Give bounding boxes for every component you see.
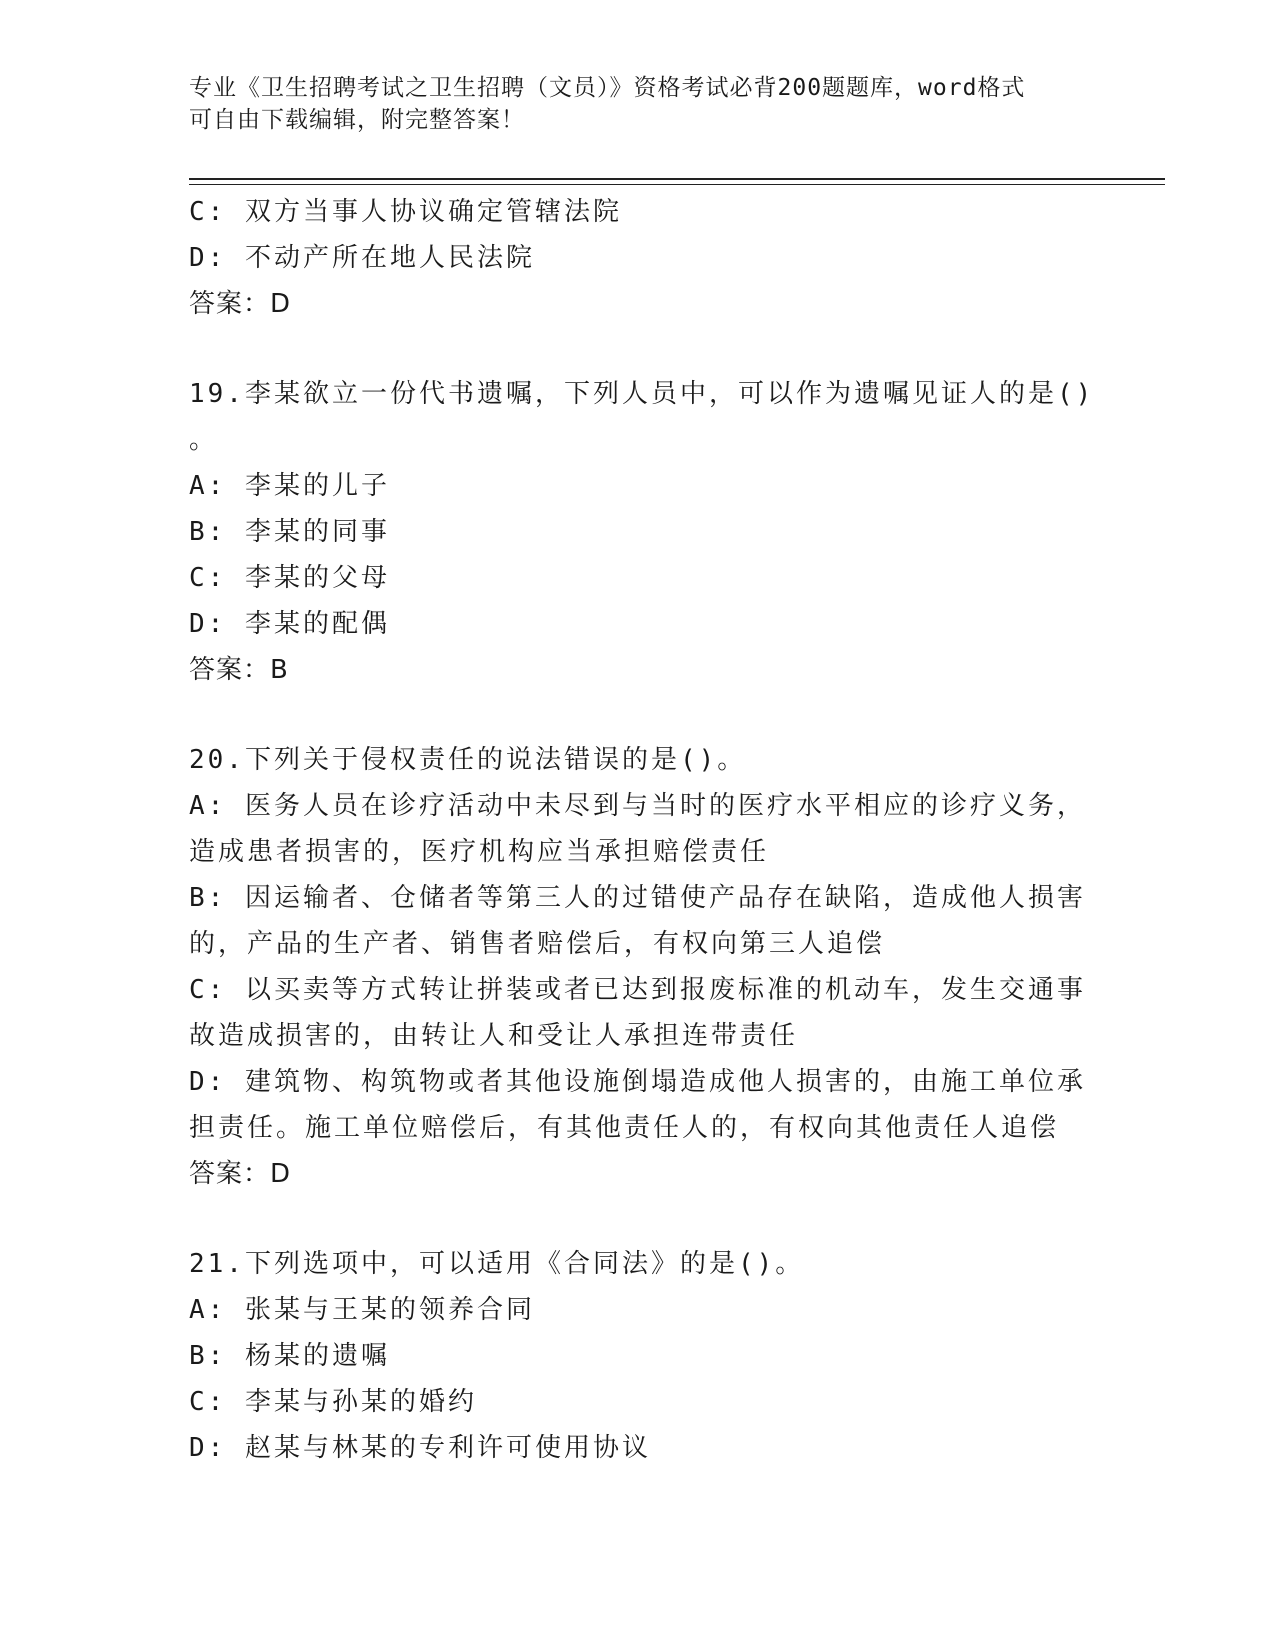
option-c-continued: 故造成损害的，由转让人和受让人承担连带责任 [189, 1021, 799, 1051]
option-c: C: 李某的父母 [189, 563, 390, 593]
spacer [189, 327, 1089, 371]
question-19 [189, 371, 1095, 693]
option-a: A: 李某的儿子 [189, 471, 390, 501]
document-header [189, 72, 1069, 136]
question-18-remainder [189, 189, 1089, 327]
option-d: D: 李某的配偶 [189, 609, 390, 639]
option-c: C: 以买卖等方式转让拼装或者已达到报废标准的机动车，发生交通事 [189, 975, 1086, 1005]
option-b: B: 因运输者、仓储者等第三人的过错使产品存在缺陷，造成他人损害 [189, 883, 1086, 913]
answer-line: 答案：B [189, 655, 289, 685]
header-line-2: 可自由下载编辑，附完整答案！ [189, 107, 525, 133]
option-d: D: 不动产所在地人民法院 [189, 243, 535, 273]
option-a: A: 张某与王某的领养合同 [189, 1295, 535, 1325]
header-divider-thick [189, 178, 1165, 180]
question-20 [189, 737, 1089, 1197]
answer-line: 答案：D [189, 1159, 292, 1189]
header-divider-thin [189, 184, 1165, 185]
option-a: A: 医务人员在诊疗活动中未尽到与当时的医疗水平相应的诊疗义务， [189, 791, 1086, 821]
option-b-continued: 的，产品的生产者、销售者赔偿后，有权向第三人追偿 [189, 929, 886, 959]
question-stem: 19.李某欲立一份代书遗嘱，下列人员中，可以作为遗嘱见证人的是() [189, 379, 1095, 409]
option-d-continued: 担责任。施工单位赔偿后，有其他责任人的，有权向其他责任人追偿 [189, 1113, 1060, 1143]
option-a-continued: 造成患者损害的，医疗机构应当承担赔偿责任 [189, 837, 770, 867]
spacer [189, 693, 1089, 737]
question-stem: 21.下列选项中，可以适用《合同法》的是()。 [189, 1249, 805, 1279]
header-line-1: 专业《卫生招聘考试之卫生招聘（文员）》资格考试必背200题题库，word格式 [189, 75, 1026, 101]
option-c: C: 双方当事人协议确定管辖法院 [189, 197, 622, 227]
option-c: C: 李某与孙某的婚约 [189, 1387, 477, 1417]
question-stem-continued: 。 [189, 425, 219, 455]
option-b: B: 李某的同事 [189, 517, 390, 547]
document-body [189, 189, 1095, 1471]
question-stem: 20.下列关于侵权责任的说法错误的是()。 [189, 745, 747, 775]
answer-line: 答案：D [189, 289, 292, 319]
spacer [189, 1197, 1089, 1241]
option-d: D: 赵某与林某的专利许可使用协议 [189, 1433, 651, 1463]
option-d: D: 建筑物、构筑物或者其他设施倒塌造成他人损害的，由施工单位承 [189, 1067, 1086, 1097]
question-21 [189, 1241, 1089, 1471]
option-b: B: 杨某的遗嘱 [189, 1341, 390, 1371]
